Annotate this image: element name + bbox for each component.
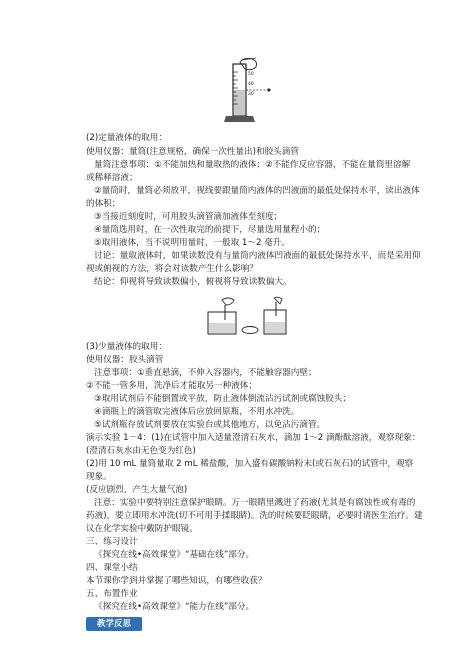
text-line: ⑤取用液体，当不说明用量时，一般取 1～2 毫升。: [94, 238, 290, 248]
text-line: 议在化学实验中戴防护眼镜。: [86, 524, 198, 534]
dropper-figure: [204, 296, 294, 336]
text-line: 讨论：量取液体时，如果读数没有与量筒内液体凹液面的最低处保持水平，而是采用仰: [94, 251, 421, 261]
section-heading: 五、布置作业: [86, 589, 138, 599]
eye-icon: [267, 88, 270, 91]
text-line: 演示实验 1－4：(1)在试管中加入适量澄清石灰水，滴加 1～2 滴酚酞溶液，观察现象：: [86, 433, 421, 443]
text-line: 的体积；: [86, 199, 121, 209]
text-line: (2)定量液体的取用：: [86, 133, 167, 143]
teaching-reflection-badge: [86, 617, 142, 631]
text-line: 使用仪器：量筒(注意规格，确保一次性量出)和胶头滴管: [86, 147, 299, 157]
scale-label-50: 50: [248, 72, 254, 77]
text-line: 《探究在线•高效课堂》“基础在线”部分。: [94, 550, 255, 560]
scale-label-30: 30: [248, 92, 254, 97]
text-line: 《探究在线•高效课堂》“能力在线”部分。: [94, 602, 255, 612]
text-line: 量筒注意事项：①不能加热和量取热的液体；②不能作反应容器，不能在量筒里溶解: [94, 160, 411, 170]
text-line: (3)少量液体的取用：: [86, 342, 167, 352]
cylinder-base: [224, 116, 255, 122]
cylinder-liquid: [234, 90, 245, 115]
graduated-cylinder-figure: [212, 56, 272, 128]
scale-label-40: 40: [248, 82, 254, 87]
text-line: ④量筒选用时，在一次性取完的前提下，尽量选用量程小的；: [94, 225, 326, 235]
text-line: 或稀释溶液；: [86, 173, 138, 183]
dish: [242, 327, 258, 334]
text-line: ③取用试剂后不能倒置或平放，防止液体倒流沾污试剂或腐蚀胶头；: [94, 394, 351, 404]
text-line: 使用仪器：胶头滴管: [86, 355, 164, 365]
text-line: ③当接近刻度时，可用胶头滴管滴加液体至刻度；: [94, 212, 283, 222]
badge-label: 教学反思: [96, 619, 131, 629]
text-line: 现象。: [86, 472, 112, 482]
text-line: ②不能一管多用，洗净后才能取另一种液体；: [86, 381, 257, 391]
text-line: (2)用 10 mL 量筒量取 2 mL 稀盐酸，加入盛有碳酸钠粉末(或石灰石)的试管中，观察: [86, 459, 414, 469]
text-line: 本节课你学到并掌握了哪些知识，有哪些收获？: [86, 576, 267, 586]
section-heading: 三、练习设计: [86, 537, 138, 547]
text-line: 药液)，要立即用水冲洗(切不可用手揉眼睛)。洗的时候要眨眼睛，必要时请医生治疗。建: [86, 511, 423, 521]
text-line: ②量筒时，量筒必须放平，视线要跟量筒内液体的凹液面的最低处保持水平，读出液体: [94, 186, 420, 196]
text-line: 视或俯视的方法，将会对读数产生什么影响？: [86, 264, 258, 274]
text-line: (澄清石灰水由无色变为红色): [86, 446, 196, 456]
text-line: (反应剧烈，产生大量气泡): [86, 485, 188, 495]
text-line: ④滴瓶上的滴管取完液体后应放回原瓶，不用水冲洗。: [94, 407, 300, 417]
text-line: 注意事项：①垂直悬滴，不伸入容器内，不能触容器内壁；: [94, 368, 317, 378]
section-heading: 四、课堂小结: [86, 563, 138, 573]
text-line: ⑤试剂瓶存放试剂要放在实验台或其他地方，以免沾污滴管。: [94, 420, 326, 430]
text-line: 注意：实验中要特别注意保护眼睛。万一眼睛里溅进了药液(尤其是有腐蚀性或有毒的: [94, 498, 416, 508]
text-line: 结论：仰视将导致读数偏小，俯视将导致读数偏大。: [94, 277, 292, 287]
